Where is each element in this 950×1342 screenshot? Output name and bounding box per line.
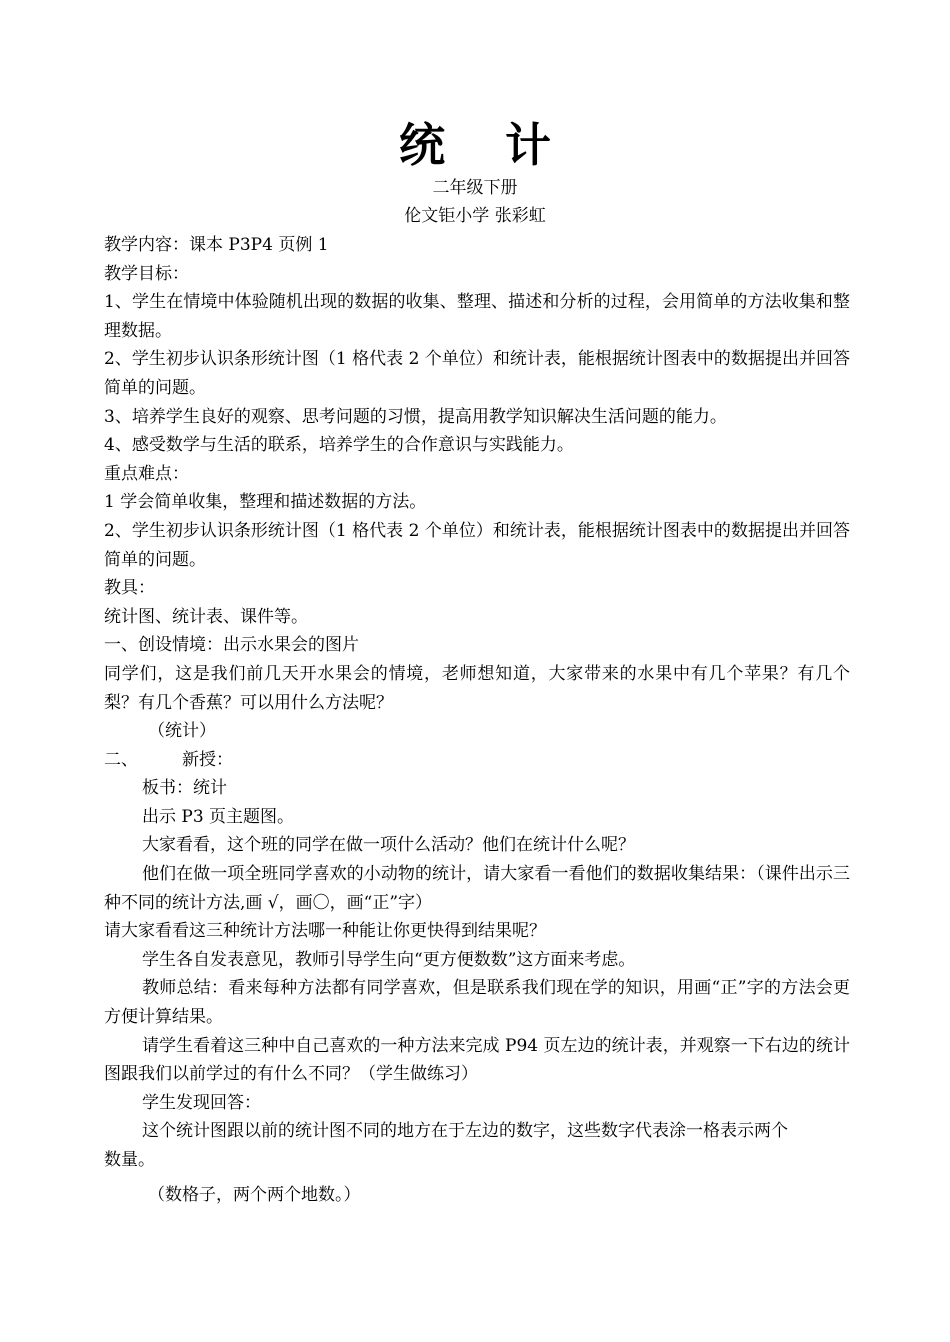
- section-1-heading: 一、创设情境：出示水果会的图片: [104, 635, 359, 656]
- tail-note: （数格子，两个两个地数。）: [148, 1184, 361, 1205]
- author-line: 伦文钜小学 张彩虹: [404, 206, 546, 226]
- objective-item: 1、学生在情境中体验随机出现的数据的收集、整理、描述和分析的过程，会用简单的方法收集和整理数据。: [104, 292, 850, 341]
- section-2-paragraph: 大家看看，这个班的同学在做一项什么活动？他们在统计什么呢？: [142, 835, 635, 856]
- grade-subtitle: 二年级下册: [432, 178, 518, 198]
- section-2-heading: [104, 746, 850, 775]
- section-2-paragraph: 请学生看着这三种中自己喜欢的一种方法来完成 P94 页左边的统计表，并观察一下右边的统计图跟我们以前学过的有什么不同？（学生做练习）: [104, 1035, 850, 1085]
- tools-text: 统计图、统计表、课件等。: [104, 606, 308, 627]
- objective-item: 2、学生初步认识条形统计图（1 格代表 2 个单位）和统计表，能根据统计图表中的数据提出并回答简单的问题。: [104, 349, 850, 398]
- section-2-paragraph: 他们在做一项全班同学喜欢的小动物的统计，请大家看一看他们的数据收集结果：（课件出示三种不同的统计方法,画 √，画〇，画“正”字）: [104, 864, 850, 913]
- teaching-content: 教学内容：课本 P3P4 页例 1: [104, 235, 329, 255]
- section-2-number: 二、: [104, 749, 138, 770]
- section-1-text: 同学们，这是我们前几天开水果会的情境，老师想知道，大家带来的水果中有几个苹果？有几个梨？有几个香蕉？可以用什么方法呢？: [104, 663, 850, 713]
- objectives-heading: 教学目标：: [104, 263, 189, 284]
- tools-heading: 教具：: [104, 578, 155, 599]
- objective-item: 4、感受数学与生活的联系，培养学生的合作意识与实践能力。: [104, 435, 574, 456]
- section-2-paragraph: 板书：统计: [142, 778, 227, 799]
- key-point-item: 2、学生初步认识条形统计图（1 格代表 2 个单位）和统计表，能根据统计图表中的数据提出并回答简单的问题。: [104, 520, 850, 570]
- key-point-item: 1 学会简单收集，整理和描述数据的方法。: [104, 492, 427, 513]
- section-2-paragraph: 这个统计图跟以前的统计图不同的地方在于左边的数字，这些数字代表涂一格表示两个: [142, 1121, 788, 1142]
- section-2-paragraph: 出示 P3 页主题图。: [142, 806, 295, 827]
- document-title: 统 计: [398, 118, 573, 172]
- question-text: 请大家看看这三种统计方法哪一种能让你更快得到结果呢？: [104, 921, 546, 942]
- document-body: [104, 231, 850, 1209]
- key-points-heading: 重点难点：: [104, 463, 189, 484]
- section-1-answer: （统计）: [148, 721, 216, 742]
- tail-text: 数量。: [104, 1150, 155, 1170]
- section-2-paragraph: 学生各自发表意见，教师引导学生向“更方便数数”这方面来考虑。: [142, 949, 636, 970]
- section-2-paragraph: 教师总结：看来每种方法都有同学喜欢，但是联系我们现在学的知识，用画“正”字的方法会更方便计算结果。: [104, 978, 850, 1028]
- section-2-paragraph: 学生发现回答：: [142, 1092, 261, 1113]
- section-2-title: 新授：: [182, 749, 233, 770]
- objective-item: 3、培养学生良好的观察、思考问题的习惯，提高用教学知识解决生活问题的能力。: [104, 406, 727, 427]
